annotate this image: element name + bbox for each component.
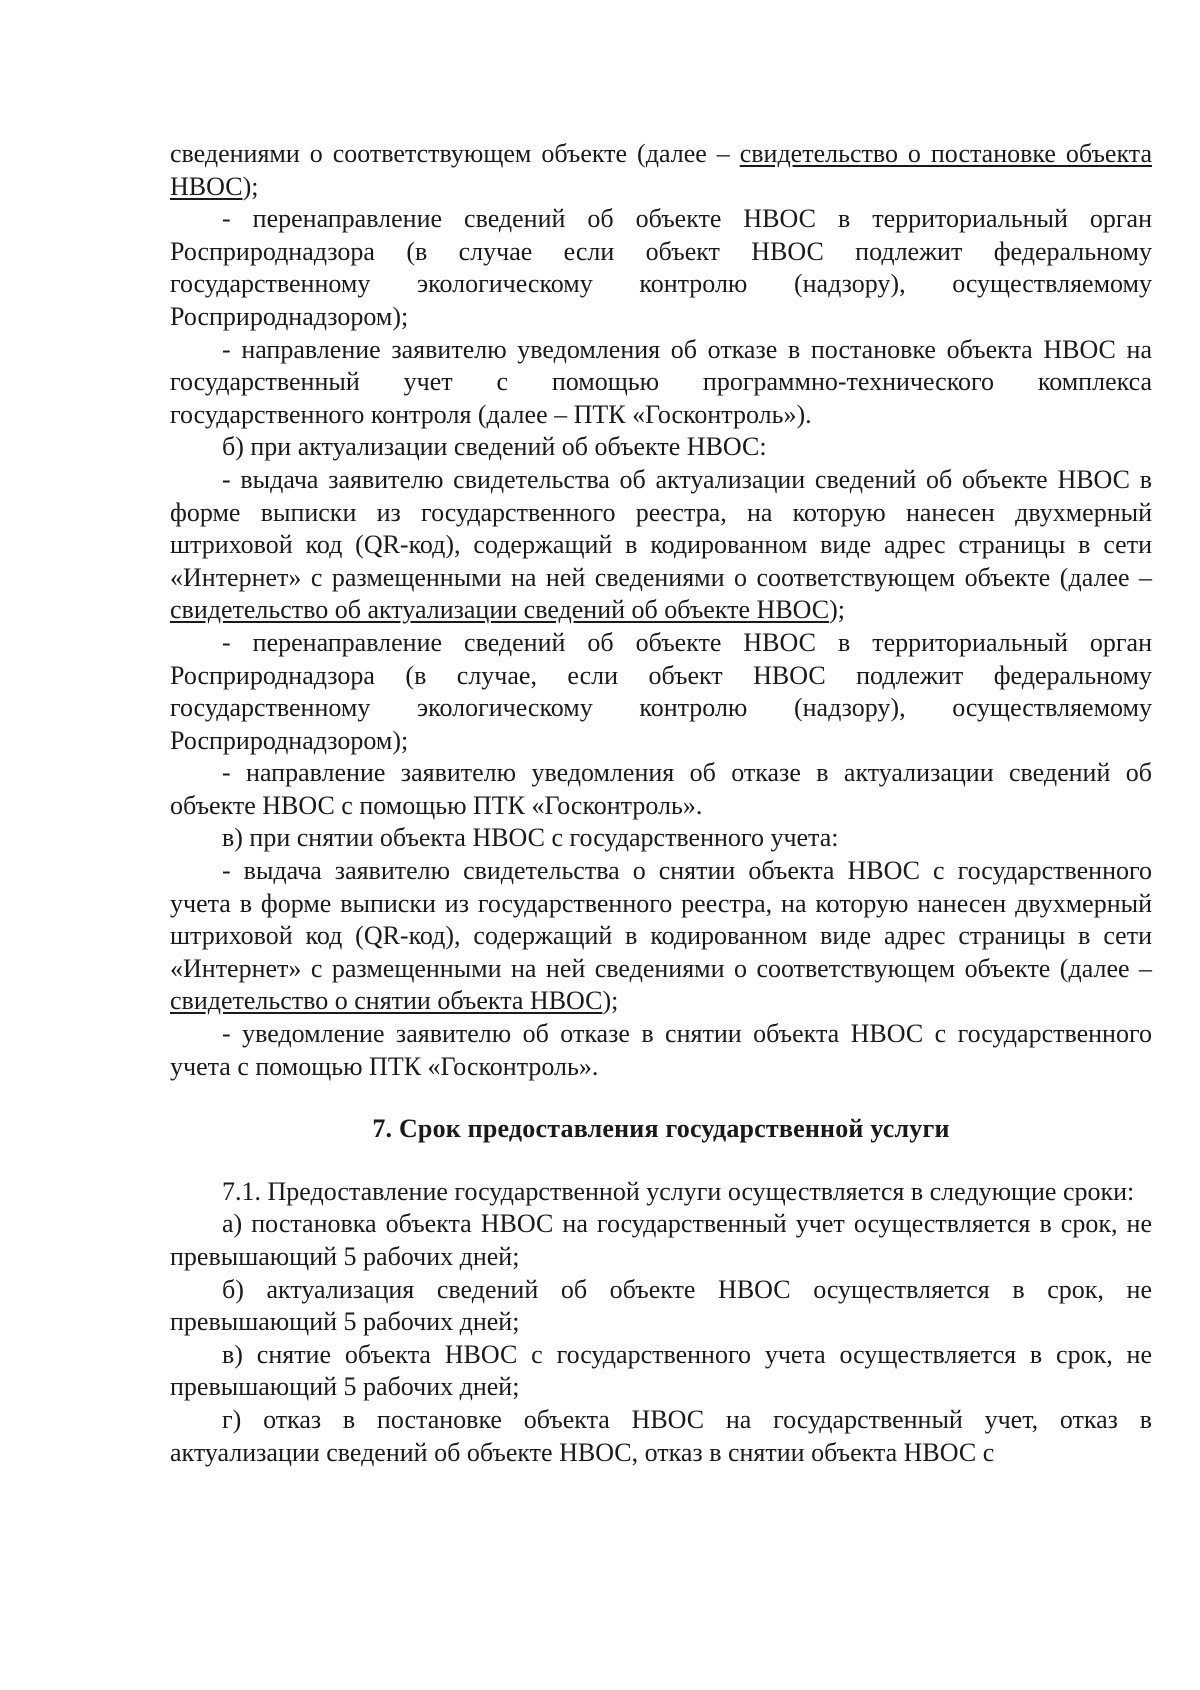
text-run: сведениями о соответствующем объекте (далее –	[170, 139, 740, 168]
text-run: - перенаправление сведений об объекте НВОС в территориальный орган Росприроднадзора (в случае, если объект НВОС подлежит федеральному государственному экологическому контролю (надзору), осуществляемому Росприроднадзором);	[170, 627, 1152, 755]
text-run: );	[602, 986, 619, 1016]
paragraph	[170, 757, 1152, 822]
paragraph	[170, 1018, 1152, 1083]
paragraph	[170, 203, 1152, 333]
text-run: в) при снятии объекта НВОС с государственного учета:	[222, 823, 839, 853]
text-run: б) актуализация сведений об объекте НВОС осуществляется в срок, не превышающий 5 рабочих дней;	[170, 1274, 1152, 1337]
text-run: - выдача заявителю свидетельства об актуализации сведений об объекте НВОС в форме выписки из государственного реестра, на которую нанесен двухмерный штриховой код (QR-код), содержащий в кодированном виде адрес страницы в сети «Интернет» с размещенными на ней сведениями о соответствующем объекте (далее –	[170, 464, 1152, 592]
text-run: );	[242, 171, 259, 201]
text-run: в) снятие объекта НВОС с государственного учета осуществляется в срок, не превышающий 5 рабочих дней;	[170, 1339, 1152, 1402]
paragraph	[170, 1176, 1152, 1209]
underlined-term: свидетельство о снятии объекта НВОС	[170, 986, 603, 1016]
text-run: );	[829, 595, 845, 625]
paragraph	[170, 1208, 1152, 1273]
text-run: - направление заявителю уведомления об отказе в актуализации сведений об объекте НВОС с помощью ПТК «Госконтроль».	[170, 758, 1152, 820]
paragraph	[170, 1274, 1152, 1339]
underlined-term: свидетельство об актуализации сведений об объекте НВОС	[170, 595, 830, 625]
paragraph	[170, 627, 1152, 757]
underlined-term: свидетельство о постановке объекта НВОС	[170, 139, 1152, 201]
paragraph	[170, 855, 1152, 1018]
text-run: г) отказ в постановке объекта НВОС на государственный учет, отказ в актуализации сведений об объекте НВОС, отказ в снятии объекта НВОС с	[170, 1404, 1152, 1467]
paragraph	[170, 464, 1152, 627]
paragraph	[170, 1339, 1152, 1404]
text-run: б) при актуализации сведений об объекте НВОС:	[222, 432, 767, 462]
section-heading: 7. Срок предоставления государственной услуги	[372, 1114, 950, 1144]
paragraph	[170, 822, 1152, 855]
text-run: а) постановка объекта НВОС на государственный учет осуществляется в срок, не превышающий 5 рабочих дней;	[170, 1209, 1152, 1271]
paragraph	[170, 334, 1152, 432]
paragraph	[170, 138, 1152, 203]
text-run: - уведомление заявителю об отказе в снятии объекта НВОС с государственного учета с помощью ПТК «Госконтроль».	[170, 1019, 1152, 1081]
paragraph	[170, 431, 1152, 464]
text-run: - перенаправление сведений об объекте НВОС в территориальный орган Росприроднадзора (в случае если объект НВОС подлежит федеральному государственному экологическому контролю (надзору), осуществляемому Росприроднадзором);	[170, 204, 1152, 331]
text-run: - выдача заявителю свидетельства о снятии объекта НВОС с государственного учета в форме выписки из государственного реестра, на которую нанесен двухмерный штриховой код (QR-код), содержащий в кодированном виде адрес страницы в сети «Интернет» с размещенными на ней сведениями о соответствующем объекте (далее –	[170, 856, 1152, 983]
paragraph	[170, 1404, 1152, 1469]
text-run: 7.1. Предоставление государственной услуги осуществляется в следующие сроки:	[222, 1176, 1135, 1206]
text-run: - направление заявителю уведомления об отказе в постановке объекта НВОС на государственный учет с помощью программно-технического комплекса государственного контроля (далее – ПТК «Госконтроль»).	[170, 334, 1152, 429]
